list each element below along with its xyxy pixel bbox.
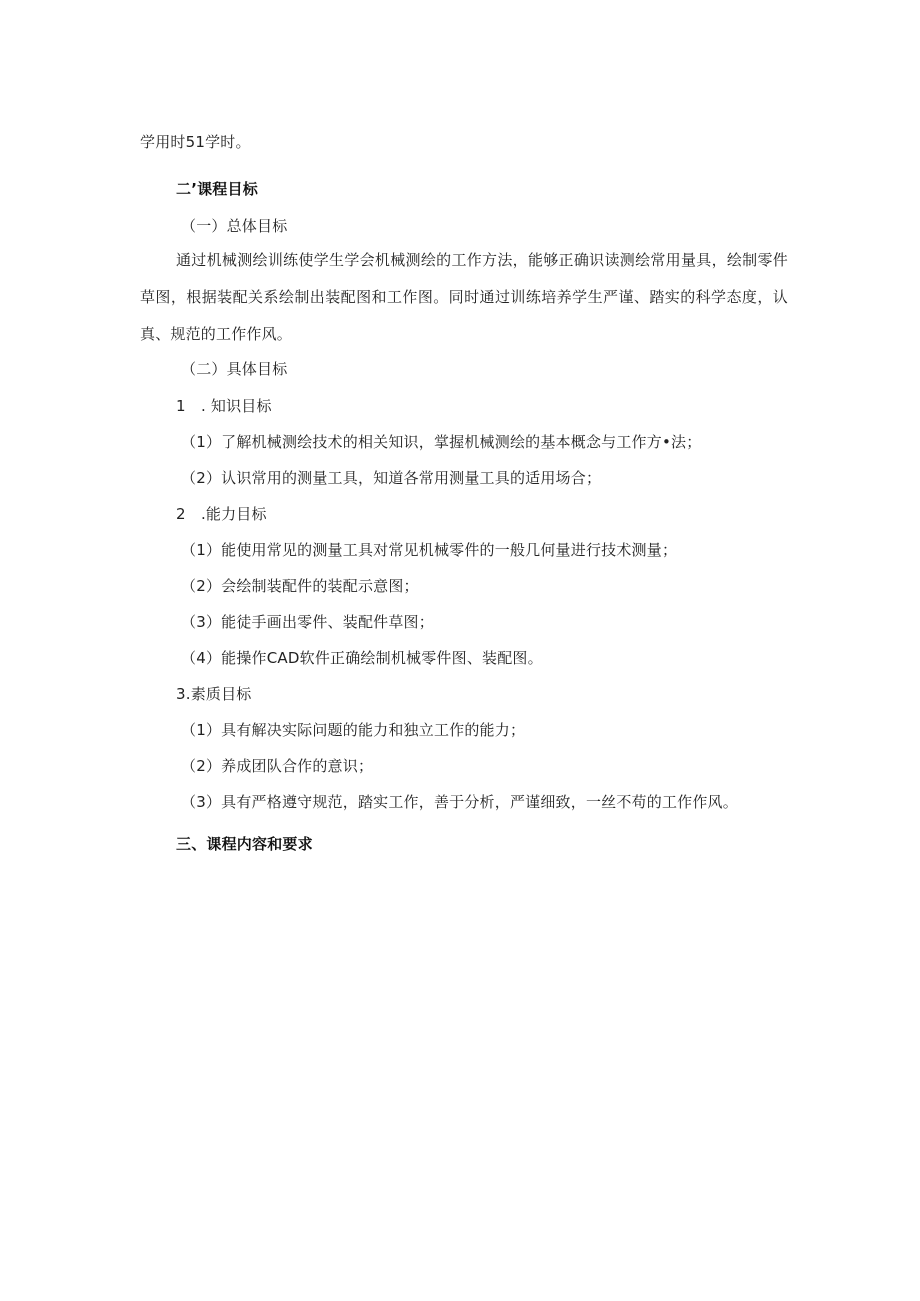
ability-item-4: （4）能操作CAD软件正确绘制机械零件图、装配图。 [181,649,543,667]
quality-item-3: （3）具有严格遵守规范，踏实工作，善于分析，严谨细致，一丝不苟的工作作风。 [181,793,738,811]
knowledge-item-2: （2）认识常用的测量工具，知道各常用测量工具的适用场合； [181,469,602,487]
intro-tail-text: 学用时51学时。 [140,133,251,151]
ability-item-3: （3）能徒手画出零件、装配件草图； [181,613,434,631]
ability-goal-heading: 2 .能力目标 [176,505,267,523]
overall-goal-heading: （一）总体目标 [181,217,288,235]
knowledge-goal-heading: 1 . 知识目标 [176,397,272,415]
knowledge-item-1: （1）了解机械测绘技术的相关知识，掌握机械测绘的基本概念与工作方•法； [181,433,702,451]
overall-goal-paragraph: 通过机械测绘训练使学生学会机械测绘的工作方法，能够正确识读测绘常用量具，绘制零件草图，根据装配关系绘制出装配图和工作图。同时通过训练培养学生严谨、踏实的科学态度，认真、规范的工作作风。 [140,251,788,343]
quality-goal-heading: 3.素质目标 [176,685,252,703]
ability-item-1: （1）能使用常见的测量工具对常见机械零件的一般几何量进行技术测量； [181,541,678,559]
ability-item-2: （2）会绘制装配件的装配示意图； [181,577,419,595]
section-2-heading: 二’课程目标 [176,180,258,198]
quality-item-2: （2）养成团队合作的意识； [181,757,374,775]
quality-item-1: （1）具有解决实际问题的能力和独立工作的能力； [181,721,526,739]
specific-goal-heading: （二）具体目标 [181,360,288,378]
section-3-heading: 三、课程内容和要求 [176,835,313,853]
